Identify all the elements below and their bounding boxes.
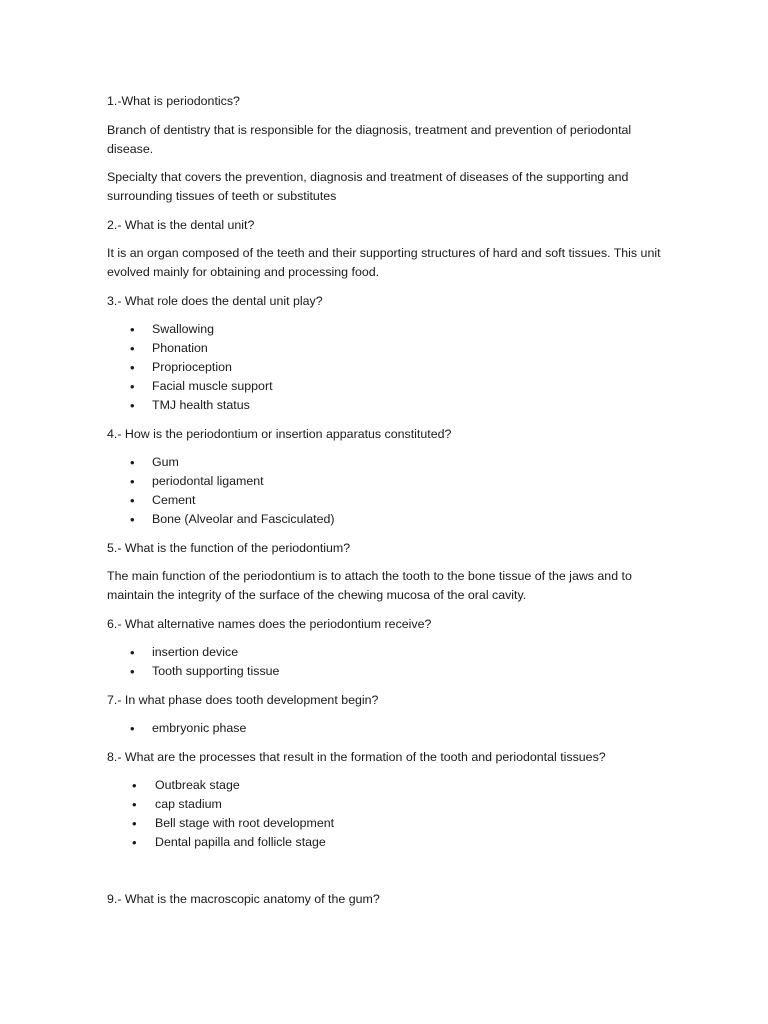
bullet-list: [107, 453, 667, 529]
blank-spacer: [107, 862, 667, 890]
document-body: [107, 92, 667, 918]
question-heading: 4.- How is the periodontium or insertion apparatus constituted?: [107, 426, 452, 441]
list-item: • Outbreak stage: [107, 776, 667, 795]
list-item: • Cement: [107, 491, 667, 510]
question-heading: 7.- In what phase does tooth development begin?: [107, 692, 379, 707]
answer-paragraph: It is an organ composed of the teeth and their supporting structures of hard and soft tissues. This unit evolved mainly for obtaining and processing food.: [107, 246, 661, 279]
bullet-list: [107, 320, 667, 415]
list-item: • insertion device: [107, 643, 667, 662]
question-heading: 3.- What role does the dental unit play?: [107, 293, 323, 308]
list-item: • embryonic phase: [107, 719, 667, 738]
list-item: • Phonation: [107, 339, 667, 358]
answer-paragraph: Specialty that covers the prevention, diagnosis and treatment of diseases of the supporting and surrounding tissues of teeth or substitutes: [107, 170, 629, 203]
question-heading: 5.- What is the function of the periodontium?: [107, 540, 351, 555]
question-heading: 1.-What is periodontics?: [107, 94, 240, 108]
bullet-list: [107, 776, 667, 852]
list-item: • Swallowing: [107, 320, 667, 339]
bullet-list: [107, 643, 667, 681]
question-heading: 2.- What is the dental unit?: [107, 217, 255, 232]
list-item: • Proprioception: [107, 358, 667, 377]
list-item: • Gum: [107, 453, 667, 472]
list-item: • Bone (Alveolar and Fasciculated): [107, 510, 667, 529]
question-heading: 8.- What are the processes that result in the formation of the tooth and periodontal tissues?: [107, 749, 606, 764]
list-item: • periodontal ligament: [107, 472, 667, 491]
list-item: • cap stadium: [107, 795, 667, 814]
list-item: • TMJ health status: [107, 396, 667, 415]
answer-paragraph: The main function of the periodontium is to attach the tooth to the bone tissue of the jaws and to maintain the integrity of the surface of the chewing mucosa of the oral cavity.: [107, 569, 632, 602]
bullet-list: [107, 719, 667, 738]
question-heading: 6.- What alternative names does the periodontium receive?: [107, 616, 432, 631]
list-item: • Bell stage with root development: [107, 814, 667, 833]
question-heading: 9.- What is the macroscopic anatomy of the gum?: [107, 891, 380, 906]
answer-paragraph: Branch of dentistry that is responsible for the diagnosis, treatment and prevention of periodontal disease.: [107, 122, 632, 156]
list-item: • Tooth supporting tissue: [107, 662, 667, 681]
list-item: • Facial muscle support: [107, 377, 667, 396]
list-item: • Dental papilla and follicle stage: [107, 833, 667, 852]
